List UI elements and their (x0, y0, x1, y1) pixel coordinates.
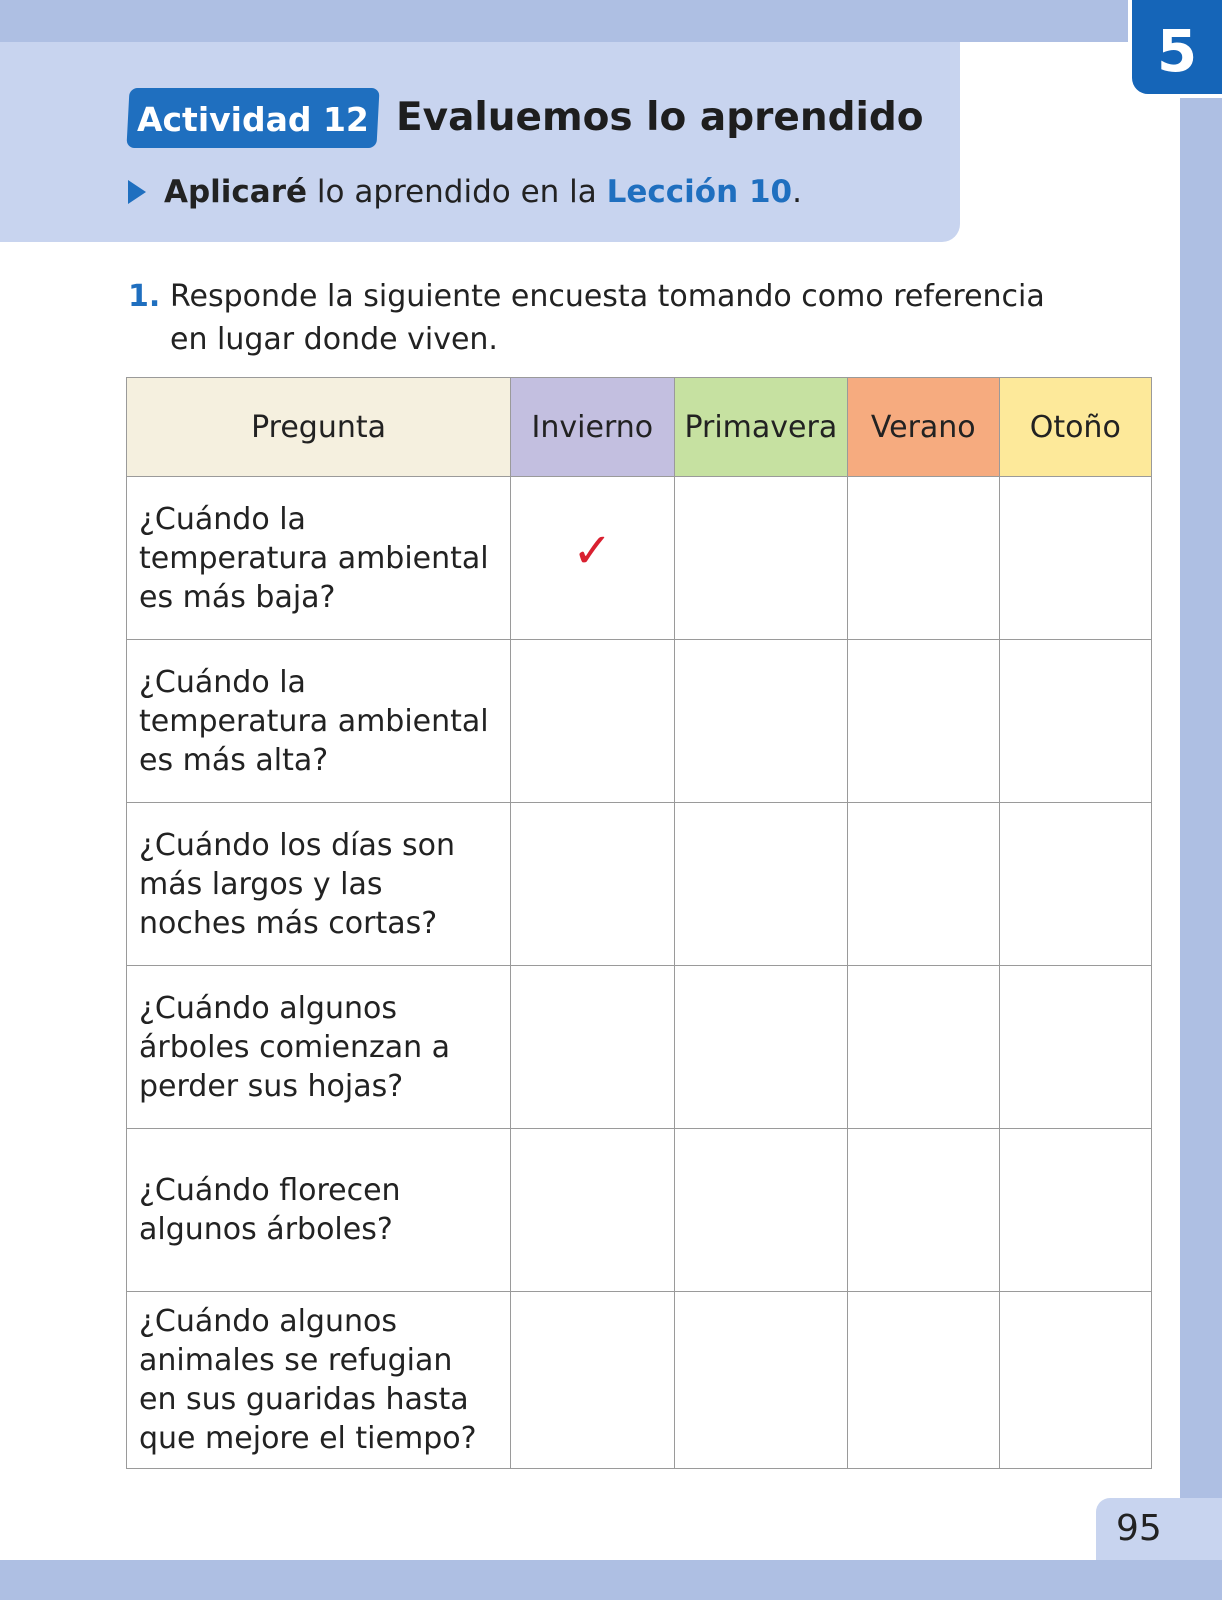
answer-cell-verano[interactable] (848, 477, 999, 640)
objective-verb: Aplicaré (164, 174, 308, 210)
table-row (127, 477, 1152, 640)
table-row (127, 640, 1152, 803)
row-question: ¿Cuándo algunos árboles comienzan a perder sus hojas? (127, 966, 511, 1129)
answer-cell-primavera[interactable] (674, 1292, 848, 1469)
header-primavera: Primavera (674, 378, 848, 477)
row-question: ¿Cuándo algunos animales se refugian en sus guaridas hasta que mejore el tiempo? (127, 1292, 511, 1469)
unit-tab (1128, 0, 1222, 98)
answer-cell-primavera[interactable] (674, 803, 848, 966)
activity-badge (126, 88, 379, 148)
answer-cell-primavera[interactable] (674, 640, 848, 803)
row-question: ¿Cuándo florecen algunos árboles? (127, 1129, 511, 1292)
row-question: ¿Cuándo la temperatura ambiental es más baja? (127, 477, 511, 640)
answer-cell-verano[interactable] (848, 1129, 999, 1292)
answer-cell-primavera[interactable] (674, 966, 848, 1129)
answer-cell-verano[interactable] (848, 640, 999, 803)
header-otono: Otoño (999, 378, 1151, 477)
answer-cell-otono[interactable] (999, 1292, 1151, 1469)
question-text: Responde la siguiente encuesta tomando como referencia en lugar donde viven. (170, 279, 1045, 357)
answer-cell-invierno[interactable] (511, 966, 674, 1129)
table-row (127, 803, 1152, 966)
objective-text: lo aprendido en la (316, 174, 597, 210)
header-invierno: Invierno (511, 378, 674, 477)
bottom-band (0, 1560, 1222, 1600)
table-header-row (127, 378, 1152, 477)
row-question: ¿Cuándo los días son más largos y las noches más cortas? (127, 803, 511, 966)
answer-cell-otono[interactable] (999, 477, 1151, 640)
answer-cell-primavera[interactable] (674, 477, 848, 640)
header-verano: Verano (848, 378, 999, 477)
answer-cell-verano[interactable] (848, 1292, 999, 1469)
answer-cell-otono[interactable] (999, 803, 1151, 966)
activity-label: Actividad 12 (136, 100, 369, 139)
answer-cell-invierno[interactable] (511, 1292, 674, 1469)
table-row (127, 966, 1152, 1129)
table-row (127, 1129, 1152, 1292)
arrow-right-icon (128, 180, 146, 204)
answer-cell-otono[interactable] (999, 1129, 1151, 1292)
lesson-link[interactable]: Lección 10 (606, 174, 793, 210)
answer-cell-invierno[interactable] (511, 640, 674, 803)
objective-end: . (792, 174, 802, 210)
objective-line (128, 174, 802, 210)
page-number: 95 (1116, 1508, 1162, 1549)
answer-cell-verano[interactable] (848, 966, 999, 1129)
check-mark-icon: ✓ (572, 522, 613, 579)
answer-cell-primavera[interactable] (674, 1129, 848, 1292)
table-row (127, 1292, 1152, 1469)
answer-cell-invierno[interactable] (511, 1129, 674, 1292)
answer-cell-invierno[interactable] (511, 803, 674, 966)
activity-title: Evaluemos lo aprendido (396, 95, 924, 140)
survey-table (126, 377, 1152, 1469)
row-question: ¿Cuándo la temperatura ambiental es más alta? (127, 640, 511, 803)
question-prompt (128, 275, 1048, 361)
top-band (0, 0, 1222, 42)
header-pregunta: Pregunta (127, 378, 511, 477)
answer-cell-verano[interactable] (848, 803, 999, 966)
answer-cell-otono[interactable] (999, 640, 1151, 803)
answer-cell-otono[interactable] (999, 966, 1151, 1129)
right-band (1180, 0, 1222, 1600)
unit-number: 5 (1156, 17, 1198, 85)
answer-cell-invierno[interactable] (511, 477, 674, 640)
question-number: 1. (128, 279, 161, 314)
